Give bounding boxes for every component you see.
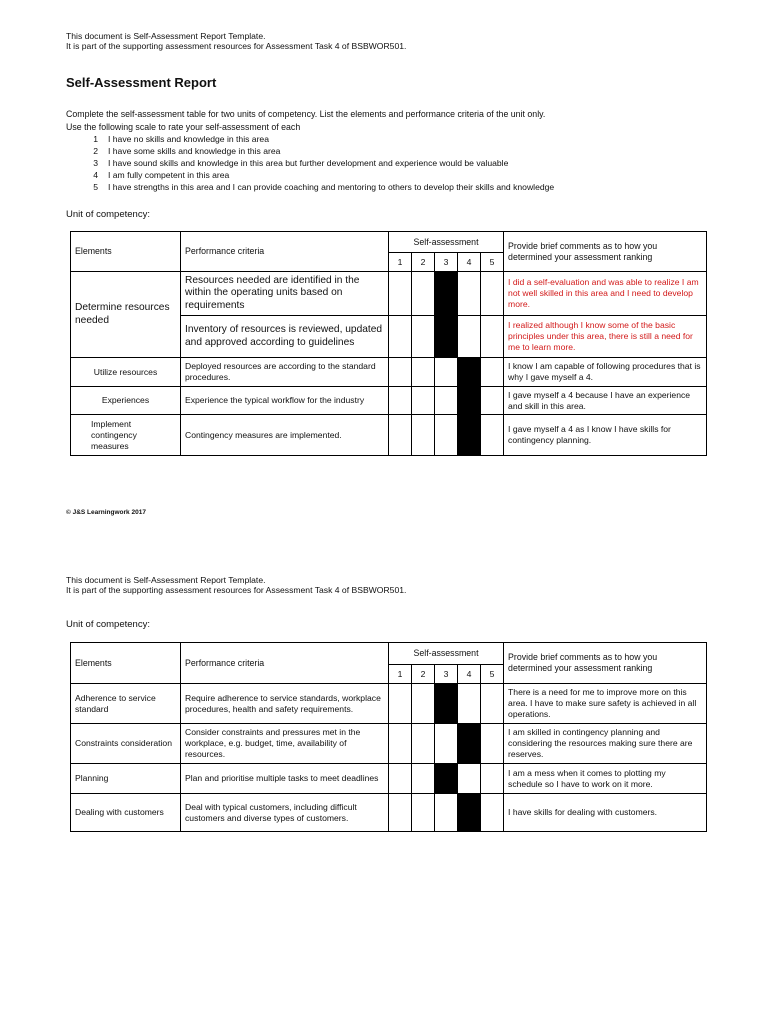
table-row	[71, 387, 707, 415]
scale-description: I am fully competent in this area	[108, 170, 230, 180]
intro-line-2: It is part of the supporting assessment resources for Assessment Task 4 of BSBWOR501.	[66, 585, 407, 595]
score-cell-4	[458, 794, 481, 832]
header-comments: Provide brief comments as to how you determined your assessment ranking	[504, 232, 707, 272]
criteria-cell: Consider constraints and pressures met in the workplace, e.g. budget, time, availability of resources.	[181, 724, 389, 764]
criteria-cell: Inventory of resources is reviewed, updated and approved according to guidelines	[181, 316, 389, 358]
score-cell-1	[389, 415, 412, 456]
element-cell: Adherence to service standard	[71, 684, 181, 724]
document-intro	[66, 31, 406, 51]
score-cell-5	[481, 764, 504, 794]
score-header-1: 1	[389, 665, 412, 684]
score-cell-1	[389, 387, 412, 415]
comment-cell: I have skills for dealing with customers.	[504, 794, 707, 832]
header-elements: Elements	[71, 232, 181, 272]
header-self-assessment: Self-assessment	[389, 232, 504, 253]
header-self-assessment: Self-assessment	[389, 643, 504, 665]
element-cell: Determine resources needed	[71, 272, 181, 358]
score-cell-3	[435, 316, 458, 358]
element-cell: Dealing with customers	[71, 794, 181, 832]
score-cell-4	[458, 272, 481, 316]
criteria-cell: Experience the typical workflow for the industry	[181, 387, 389, 415]
comment-cell: There is a need for me to improve more on this area. I have to make sure safety is achieved in all operations.	[504, 684, 707, 724]
score-header-3: 3	[435, 253, 458, 272]
element-cell: Experiences	[71, 387, 181, 415]
criteria-cell: Resources needed are identified in the within the operating units based on requirements	[181, 272, 389, 316]
score-cell-3	[435, 684, 458, 724]
score-cell-2	[412, 684, 435, 724]
score-cell-1	[389, 794, 412, 832]
header-performance-criteria: Performance criteria	[181, 643, 389, 684]
score-cell-4	[458, 358, 481, 387]
intro-line-2: It is part of the supporting assessment resources for Assessment Task 4 of BSBWOR501.	[66, 41, 407, 51]
criteria-cell: Plan and prioritise multiple tasks to meet deadlines	[181, 764, 389, 794]
score-cell-5	[481, 316, 504, 358]
criteria-cell: Deal with typical customers, including difficult customers and diverse types of customers.	[181, 794, 389, 832]
element-cell: Implement contingency measures	[71, 415, 181, 456]
score-cell-1	[389, 272, 412, 316]
score-header-5: 5	[481, 253, 504, 272]
scale-description: I have no skills and knowledge in this area	[108, 134, 269, 144]
score-cell-3	[435, 415, 458, 456]
score-cell-1	[389, 724, 412, 764]
unit-of-competency-label: Unit of competency:	[66, 209, 150, 220]
scale-description: I have strengths in this area and I can provide coaching and mentoring to others to develop their skills and knowledge	[108, 182, 555, 192]
score-cell-4	[458, 724, 481, 764]
score-cell-3	[435, 387, 458, 415]
score-cell-3	[435, 794, 458, 832]
score-header-5: 5	[481, 665, 504, 684]
comment-cell: I gave myself a 4 because I have an experience and skill in this area.	[504, 387, 707, 415]
score-cell-1	[389, 764, 412, 794]
score-cell-5	[481, 794, 504, 832]
scale-number: 3	[93, 158, 98, 168]
score-cell-1	[389, 358, 412, 387]
score-cell-5	[481, 684, 504, 724]
header-comments: Provide brief comments as to how you determined your assessment ranking	[504, 643, 707, 684]
score-cell-4	[458, 316, 481, 358]
scale-number: 2	[93, 146, 98, 156]
scale-number: 5	[93, 182, 98, 192]
comment-cell: I am skilled in contingency planning and considering the resources making sure there are reserves.	[504, 724, 707, 764]
score-header-4: 4	[458, 253, 481, 272]
score-cell-4	[458, 764, 481, 794]
self-assessment-table-2	[70, 642, 707, 832]
instructions: Complete the self-assessment table for two units of competency. List the elements and performance criteria of the unit only.	[66, 109, 546, 119]
score-cell-2	[412, 724, 435, 764]
score-cell-5	[481, 272, 504, 316]
score-cell-1	[389, 684, 412, 724]
score-cell-4	[458, 684, 481, 724]
intro-line-1: This document is Self-Assessment Report Template.	[66, 575, 266, 585]
score-header-4: 4	[458, 665, 481, 684]
scale-description: I have some skills and knowledge in this area	[108, 146, 281, 156]
table-row	[71, 764, 707, 794]
score-cell-2	[412, 358, 435, 387]
score-cell-4	[458, 387, 481, 415]
table-row	[71, 415, 707, 456]
score-cell-5	[481, 724, 504, 764]
score-cell-1	[389, 316, 412, 358]
score-cell-2	[412, 387, 435, 415]
table-row	[71, 684, 707, 724]
score-header-2: 2	[412, 253, 435, 272]
header-performance-criteria: Performance criteria	[181, 232, 389, 272]
table-row	[71, 724, 707, 764]
score-cell-3	[435, 764, 458, 794]
unit-of-competency-label-page-2: Unit of competency:	[66, 619, 150, 630]
score-cell-2	[412, 316, 435, 358]
element-cell: Constraints consideration	[71, 724, 181, 764]
header-elements: Elements	[71, 643, 181, 684]
score-cell-4	[458, 415, 481, 456]
table-row	[71, 272, 707, 316]
comment-cell: I did a self-evaluation and was able to realize I am not well skilled in this area and I need to develop more.	[504, 272, 707, 316]
score-header-3: 3	[435, 665, 458, 684]
score-header-1: 1	[389, 253, 412, 272]
page-title: Self-Assessment Report	[66, 75, 217, 90]
element-cell: Utilize resources	[71, 358, 181, 387]
scale-number: 4	[93, 170, 98, 180]
score-cell-2	[412, 272, 435, 316]
scale-description: I have sound skills and knowledge in this area but further development and experience would be valuable	[108, 158, 509, 168]
score-cell-3	[435, 272, 458, 316]
copyright-footer: © J&S Learningwork 2017	[66, 509, 146, 516]
score-cell-3	[435, 724, 458, 764]
score-cell-2	[412, 764, 435, 794]
criteria-cell: Contingency measures are implemented.	[181, 415, 389, 456]
comment-cell: I know I am capable of following procedures that is why I gave myself a 4.	[504, 358, 707, 387]
score-cell-2	[412, 415, 435, 456]
score-cell-2	[412, 794, 435, 832]
scale-intro: Use the following scale to rate your self-assessment of each	[66, 122, 301, 132]
element-cell: Planning	[71, 764, 181, 794]
comment-cell: I gave myself a 4 as I know I have skills for contingency planning.	[504, 415, 707, 456]
criteria-cell: Require adherence to service standards, workplace procedures, health and safety requirements.	[181, 684, 389, 724]
scale-number: 1	[93, 134, 98, 144]
score-cell-5	[481, 358, 504, 387]
comment-cell: I am a mess when it comes to plotting my schedule so I have to work on it more.	[504, 764, 707, 794]
table-row	[71, 358, 707, 387]
criteria-cell: Deployed resources are according to the standard procedures.	[181, 358, 389, 387]
score-header-2: 2	[412, 665, 435, 684]
intro-line-1: This document is Self-Assessment Report Template.	[66, 31, 266, 41]
comment-cell: I realized although I know some of the basic principles under this area, there is still a need for me to learn more.	[504, 316, 707, 358]
score-cell-3	[435, 358, 458, 387]
self-assessment-table-1	[70, 231, 707, 456]
score-cell-5	[481, 387, 504, 415]
table-row	[71, 794, 707, 832]
score-cell-5	[481, 415, 504, 456]
document-intro-page-2	[66, 575, 406, 595]
